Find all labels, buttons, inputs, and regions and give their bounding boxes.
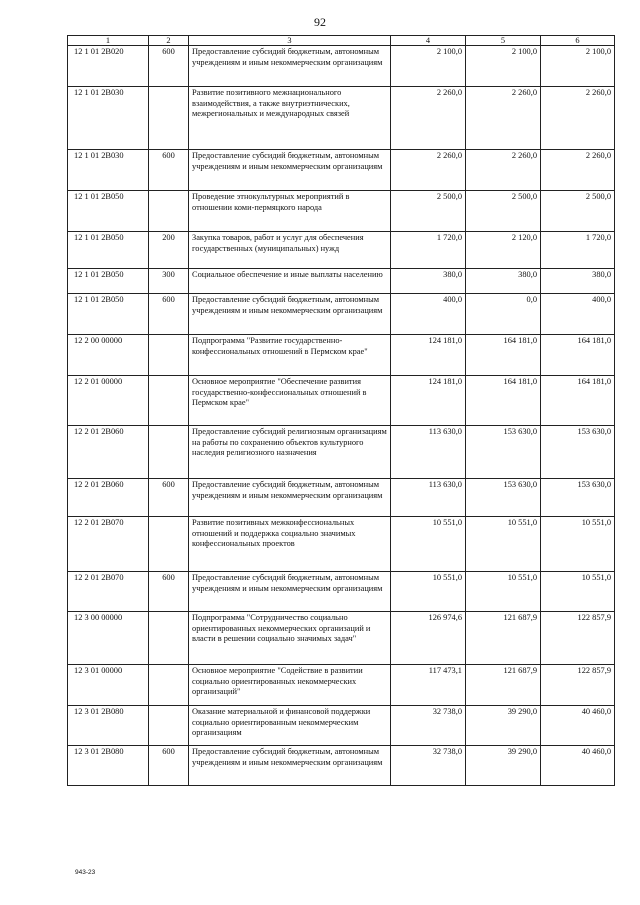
value-cell: 0,0 bbox=[466, 294, 541, 335]
table-row bbox=[68, 706, 615, 746]
name-cell: Основное мероприятие "Обеспечение развития государственно-конфессиональных отношений в Пермском крае" bbox=[189, 376, 391, 426]
type-cell bbox=[149, 706, 189, 746]
type-cell bbox=[149, 612, 189, 665]
type-cell: 600 bbox=[149, 572, 189, 612]
table-row bbox=[68, 612, 615, 665]
table-row bbox=[68, 232, 615, 269]
value-cell: 10 551,0 bbox=[391, 517, 466, 572]
type-cell: 600 bbox=[149, 479, 189, 517]
code-cell: 12 1 01 2B050 bbox=[68, 294, 149, 335]
column-header: 2 bbox=[149, 36, 189, 46]
type-cell bbox=[149, 517, 189, 572]
value-cell: 39 290,0 bbox=[466, 746, 541, 786]
value-cell: 126 974,6 bbox=[391, 612, 466, 665]
value-cell: 380,0 bbox=[391, 269, 466, 294]
table-row bbox=[68, 335, 615, 376]
document-code: 943-23 bbox=[75, 869, 96, 876]
value-cell: 153 630,0 bbox=[466, 426, 541, 479]
value-cell: 121 687,9 bbox=[466, 665, 541, 706]
type-cell bbox=[149, 87, 189, 150]
value-cell: 2 500,0 bbox=[391, 191, 466, 232]
type-cell: 200 bbox=[149, 232, 189, 269]
name-cell: Предоставление субсидий бюджетным, автономным учреждениям и иным некоммерческим организациям bbox=[189, 746, 391, 786]
code-cell: 12 3 01 2B080 bbox=[68, 706, 149, 746]
name-cell: Закупка товаров, работ и услуг для обеспечения государственных (муниципальных) нужд bbox=[189, 232, 391, 269]
code-cell: 12 1 01 2B030 bbox=[68, 150, 149, 191]
code-cell: 12 1 01 2B050 bbox=[68, 232, 149, 269]
value-cell: 2 260,0 bbox=[391, 150, 466, 191]
code-cell: 12 3 01 00000 bbox=[68, 665, 149, 706]
name-cell: Предоставление субсидий бюджетным, автономным учреждениям и иным некоммерческим организациям bbox=[189, 150, 391, 191]
type-cell bbox=[149, 426, 189, 479]
name-cell: Социальное обеспечение и иные выплаты населению bbox=[189, 269, 391, 294]
value-cell: 124 181,0 bbox=[391, 335, 466, 376]
column-header: 1 bbox=[68, 36, 149, 46]
value-cell: 164 181,0 bbox=[466, 376, 541, 426]
code-cell: 12 1 01 2B020 bbox=[68, 46, 149, 87]
value-cell: 10 551,0 bbox=[541, 517, 615, 572]
value-cell: 164 181,0 bbox=[541, 376, 615, 426]
value-cell: 122 857,9 bbox=[541, 665, 615, 706]
name-cell: Подпрограмма "Развитие государственно-конфессиональных отношений в Пермском крае" bbox=[189, 335, 391, 376]
name-cell: Предоставление субсидий бюджетным, автономным учреждениям и иным некоммерческим организациям bbox=[189, 294, 391, 335]
type-cell: 600 bbox=[149, 746, 189, 786]
table-row bbox=[68, 191, 615, 232]
value-cell: 113 630,0 bbox=[391, 426, 466, 479]
value-cell: 2 260,0 bbox=[466, 87, 541, 150]
code-cell: 12 1 01 2B050 bbox=[68, 191, 149, 232]
value-cell: 2 260,0 bbox=[466, 150, 541, 191]
value-cell: 10 551,0 bbox=[466, 517, 541, 572]
value-cell: 380,0 bbox=[541, 269, 615, 294]
table-row bbox=[68, 746, 615, 786]
value-cell: 2 260,0 bbox=[391, 87, 466, 150]
table-row bbox=[68, 426, 615, 479]
value-cell: 32 738,0 bbox=[391, 746, 466, 786]
type-cell: 300 bbox=[149, 269, 189, 294]
budget-table bbox=[67, 35, 615, 786]
type-cell bbox=[149, 376, 189, 426]
table-row bbox=[68, 294, 615, 335]
table-row bbox=[68, 479, 615, 517]
value-cell: 2 120,0 bbox=[466, 232, 541, 269]
name-cell: Развитие позитивных межконфессиональных отношений и поддержка социально значимых конфессиональных проектов bbox=[189, 517, 391, 572]
table-row bbox=[68, 376, 615, 426]
value-cell: 164 181,0 bbox=[466, 335, 541, 376]
value-cell: 400,0 bbox=[391, 294, 466, 335]
type-cell bbox=[149, 665, 189, 706]
code-cell: 12 2 00 00000 bbox=[68, 335, 149, 376]
code-cell: 12 2 01 2B070 bbox=[68, 517, 149, 572]
value-cell: 2 260,0 bbox=[541, 150, 615, 191]
value-cell: 2 500,0 bbox=[466, 191, 541, 232]
type-cell bbox=[149, 191, 189, 232]
name-cell: Основное мероприятие "Содействие в развитии социально ориентированных некоммерческих организаций" bbox=[189, 665, 391, 706]
value-cell: 40 460,0 bbox=[541, 746, 615, 786]
value-cell: 124 181,0 bbox=[391, 376, 466, 426]
value-cell: 1 720,0 bbox=[541, 232, 615, 269]
value-cell: 153 630,0 bbox=[466, 479, 541, 517]
value-cell: 153 630,0 bbox=[541, 426, 615, 479]
type-cell bbox=[149, 335, 189, 376]
value-cell: 2 100,0 bbox=[541, 46, 615, 87]
name-cell: Предоставление субсидий бюджетным, автономным учреждениям и иным некоммерческим организациям bbox=[189, 479, 391, 517]
type-cell: 600 bbox=[149, 150, 189, 191]
name-cell: Оказание материальной и финансовой поддержки социально ориентированным некоммерческим организациям bbox=[189, 706, 391, 746]
code-cell: 12 2 01 2B060 bbox=[68, 479, 149, 517]
name-cell: Развитие позитивного межнационального взаимодействия, а также внутриэтнических, межрегиональных и международных связей bbox=[189, 87, 391, 150]
column-header: 3 bbox=[189, 36, 391, 46]
value-cell: 2 100,0 bbox=[391, 46, 466, 87]
name-cell: Предоставление субсидий бюджетным, автономным учреждениям и иным некоммерческим организациям bbox=[189, 46, 391, 87]
value-cell: 39 290,0 bbox=[466, 706, 541, 746]
value-cell: 1 720,0 bbox=[391, 232, 466, 269]
table-body bbox=[68, 46, 615, 786]
code-cell: 12 3 01 2B080 bbox=[68, 746, 149, 786]
column-header: 6 bbox=[541, 36, 615, 46]
name-cell: Подпрограмма "Сотрудничество социально ориентированных некоммерческих организаций и власти в решении социально значимых задач" bbox=[189, 612, 391, 665]
table-row bbox=[68, 269, 615, 294]
value-cell: 10 551,0 bbox=[391, 572, 466, 612]
name-cell: Предоставление субсидий бюджетным, автономным учреждениям и иным некоммерческим организациям bbox=[189, 572, 391, 612]
code-cell: 12 2 01 00000 bbox=[68, 376, 149, 426]
value-cell: 2 100,0 bbox=[466, 46, 541, 87]
value-cell: 10 551,0 bbox=[541, 572, 615, 612]
value-cell: 164 181,0 bbox=[541, 335, 615, 376]
value-cell: 153 630,0 bbox=[541, 479, 615, 517]
value-cell: 121 687,9 bbox=[466, 612, 541, 665]
table-row bbox=[68, 572, 615, 612]
name-cell: Проведение этнокультурных мероприятий в отношении коми-пермяцкого народа bbox=[189, 191, 391, 232]
table-row bbox=[68, 517, 615, 572]
value-cell: 2 500,0 bbox=[541, 191, 615, 232]
code-cell: 12 2 01 2B070 bbox=[68, 572, 149, 612]
type-cell: 600 bbox=[149, 294, 189, 335]
value-cell: 400,0 bbox=[541, 294, 615, 335]
code-cell: 12 1 01 2B050 bbox=[68, 269, 149, 294]
value-cell: 380,0 bbox=[466, 269, 541, 294]
code-cell: 12 2 01 2B060 bbox=[68, 426, 149, 479]
type-cell: 600 bbox=[149, 46, 189, 87]
code-cell: 12 1 01 2B030 bbox=[68, 87, 149, 150]
value-cell: 32 738,0 bbox=[391, 706, 466, 746]
table-row bbox=[68, 46, 615, 87]
value-cell: 113 630,0 bbox=[391, 479, 466, 517]
value-cell: 117 473,1 bbox=[391, 665, 466, 706]
value-cell: 10 551,0 bbox=[466, 572, 541, 612]
value-cell: 2 260,0 bbox=[541, 87, 615, 150]
code-cell: 12 3 00 00000 bbox=[68, 612, 149, 665]
page-number: 92 bbox=[314, 15, 326, 29]
column-header: 5 bbox=[466, 36, 541, 46]
table-row bbox=[68, 150, 615, 191]
table-row bbox=[68, 87, 615, 150]
header-row bbox=[68, 36, 615, 46]
name-cell: Предоставление субсидий религиозным организациям на работы по сохранению объектов культурного наследия религиозного назначения bbox=[189, 426, 391, 479]
column-header: 4 bbox=[391, 36, 466, 46]
table-row bbox=[68, 665, 615, 706]
value-cell: 122 857,9 bbox=[541, 612, 615, 665]
value-cell: 40 460,0 bbox=[541, 706, 615, 746]
